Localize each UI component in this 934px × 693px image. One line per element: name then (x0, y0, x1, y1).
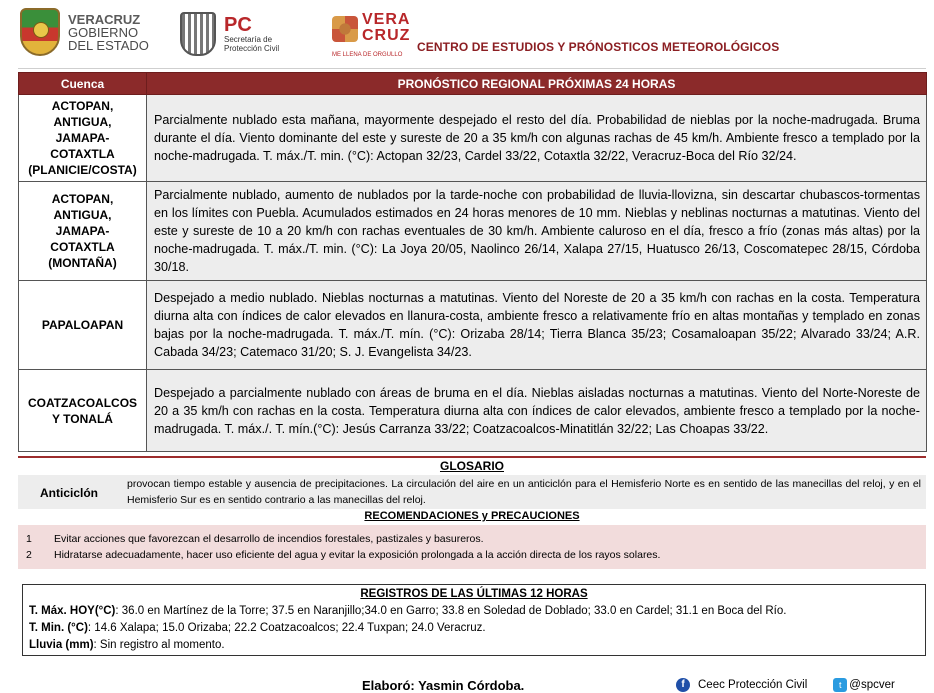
record-label: T. Máx. HOY(°C) (29, 605, 116, 617)
record-tmin (29, 622, 486, 634)
table-row (19, 95, 927, 182)
header-divider (18, 68, 926, 69)
record-label: T. Min. (°C) (29, 622, 88, 634)
basin-name-line: COTAXTLA (50, 240, 115, 254)
record-value: : Sin registro al momento. (93, 639, 225, 651)
basin-name-line: COATZACOALCOS (27, 395, 138, 410)
record-rain (29, 639, 225, 651)
pc-logo-subtext-2: Protección Civil (224, 44, 280, 53)
basin-name-line: ANTIGUA, (53, 115, 112, 129)
veracruz-brand-logo (332, 10, 412, 62)
facebook-icon[interactable]: f (676, 678, 690, 692)
list-item (26, 548, 660, 562)
basin-name-line: Y TONALÁ (52, 411, 113, 426)
list-item (26, 532, 484, 546)
recommendations-title: RECOMENDACIONES y PRECAUCIONES (364, 510, 580, 522)
glossary-title: GLOSARIO (439, 459, 504, 473)
record-value: : 14.6 Xalapa; 15.0 Orizaba; 22.2 Coatzacoalcos; 22.4 Tuxpan; 24.0 Veracruz. (87, 622, 486, 634)
table-row (19, 370, 927, 452)
pc-logo-text: PC (224, 14, 252, 36)
page-header (0, 0, 934, 70)
table-row (19, 281, 927, 370)
logo-line-3: DEL ESTADO (68, 37, 149, 53)
author-credit: Elaboró: Yasmin Córdoba. (362, 678, 525, 693)
forecast-text: Parcialmente nublado esta mañana, mayormente despejado el resto del día. Probabilidad de nieblas por la noche-madrugada. Bruma durante el día. Viento dominante del este y sureste de 20 a 35 km/h con algunas rachas de 45 km/h. Ambiente fresco a templado por la noche-madrugada. T. máx./T. min. (°C): Actopan 32/23, Cardel 33/22, Cotaxtla 32/22, Veracruz-Boca del Río 32/24. (147, 95, 927, 182)
basin-name-line: JAMAPA- (55, 224, 110, 238)
record-tmax (29, 605, 786, 617)
pc-logo-subtext-1: Secretaría de (224, 35, 273, 44)
item-text: Evitar acciones que favorezcan el desarrollo de incendios forestales, pastizales y basureros. (54, 533, 484, 545)
forecast-table (18, 72, 927, 452)
basin-cell (19, 95, 147, 182)
section-divider (18, 456, 926, 458)
logo-line-1: VERACRUZ (68, 11, 141, 27)
glossary-definition: provocan tiempo estable y ausencia de precipitaciones. La circulación del aire en un anticiclón para el Hemisferio Norte es en sentido de las manecillas del reloj, y en el Hemisferio Sur es en sentido contrario a las manecillas del reloj. (127, 478, 921, 506)
pc-shield-icon (180, 12, 216, 56)
basin-name-line: (PLANICIE/COSTA) (28, 163, 137, 177)
records-title: REGISTROS DE LAS ÚLTIMAS 12 HORAS (360, 588, 588, 600)
social-links (676, 678, 895, 692)
page-title: CENTRO DE ESTUDIOS Y PRÓNOSTICOS METEOROLÓGICOS (417, 40, 780, 54)
basin-name-line: (MONTAÑA) (48, 256, 117, 270)
coat-of-arms-icon (20, 8, 60, 56)
basin-cell (19, 182, 147, 281)
twitter-link[interactable]: @spcver (849, 679, 895, 691)
table-header-row (19, 73, 927, 95)
vc-logo-word-1: VERA (362, 11, 411, 28)
basin-name-line: JAMAPA- (55, 131, 110, 145)
records-box (22, 584, 926, 656)
basin-name-line: ANTIGUA, (53, 208, 112, 222)
glossary-term: Anticiclón (40, 486, 99, 500)
basin-cell (19, 281, 147, 370)
facebook-link[interactable]: Ceec Protección Civil (698, 679, 808, 691)
basin-name-line: ACTOPAN, (51, 99, 114, 113)
proteccion-civil-logo (180, 10, 300, 58)
column-header-forecast: PRONÓSTICO REGIONAL PRÓXIMAS 24 HORAS (147, 73, 927, 95)
item-number: 1 (26, 533, 32, 545)
recommendations-list (18, 525, 926, 569)
basin-name-line: PAPALOAPAN (41, 318, 124, 332)
veracruz-government-logo (20, 6, 150, 58)
veracruz-pattern-icon (332, 16, 358, 42)
table-row (19, 182, 927, 281)
basin-cell (19, 370, 147, 452)
forecast-text: Parcialmente nublado, aumento de nublados por la tarde-noche con probabilidad de lluvia-llovizna, sin descartar chubascos-tormentas en los límites con Puebla. Acumulados estimados en 24 horas menores de 10 mm. Nieblas y neblinas nocturnas a matutinas. Viento del este y sureste de 10 a 20 km/h con rachas eventuales de 30 km/h. Ambiente caluroso en el día, fresco a frío (zonas más altas) por la noche-madrugada. T. máx./T. min. (°C): La Joya 20/05, Naolinco 26/14, Xalapa 27/15, Huatusco 26/13, Coscomatepec 28/15, Córdoba 30/18. (147, 182, 927, 281)
forecast-text: Despejado a parcialmente nublado con áreas de bruma en el día. Nieblas aisladas nocturnas a matutinas. Viento del Norte-Noreste de 20 a 35 km/h con rachas en la costa. Temperatura diurna alta con índices de calor elevados, ambiente fresco a templado por la noche-madrugada. T. máx./. T. mín.(°C): Jesús Carranza 33/22; Coatzacoalcos-Minatitlán 32/22; Las Choapas 33/22. (147, 370, 927, 452)
item-text: Hidratarse adecuadamente, hacer uso eficiente del agua y evitar la exposición prolongada a la acción directa de los rayos solares. (54, 549, 661, 561)
item-number: 2 (26, 549, 32, 561)
basin-name-line: ACTOPAN, (51, 192, 114, 206)
basin-name-line: COTAXTLA (50, 147, 115, 161)
record-label: Lluvia (mm) (29, 639, 94, 651)
record-value: : 36.0 en Martínez de la Torre; 37.5 en Naranjillo;34.0 en Garro; 33.8 en Soledad de Doblado; 33.0 en Cardel; 31.1 en Boca del Río. (115, 605, 787, 617)
vc-logo-tagline: ME LLENA DE ORGULLO (332, 52, 403, 58)
twitter-icon[interactable]: t (833, 678, 847, 692)
glossary-entry (18, 475, 926, 509)
forecast-text: Despejado a medio nublado. Nieblas nocturnas a matutinas. Viento del Noreste de 20 a 35 km/h con rachas en la costa. Temperatura diurna alta con índices de calor elevados en llanura-costa, ambiente fresco a relativamente frío en altas montañas y templado en zonas bajas por la noche-madrugada. T. máx./T. mín. (°C): Orizaba 28/14; Tierra Blanca 35/23; Cosamaloapan 35/22; Alvarado 33/24; A.R. Cabada 34/23; Catemaco 31/20; S. J. Evangelista 34/23. (147, 281, 927, 370)
logo-line-2: GOBIERNO (68, 24, 139, 40)
vc-logo-word-2: CRUZ (362, 27, 411, 44)
column-header-basin: Cuenca (19, 73, 147, 95)
